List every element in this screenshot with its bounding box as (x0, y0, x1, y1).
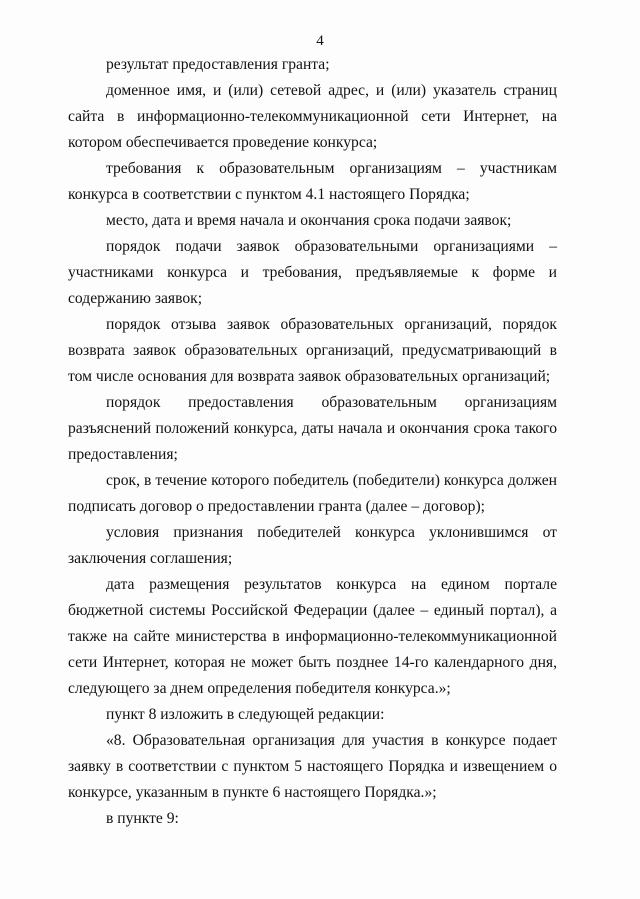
paragraph-results-publication: дата размещения результатов конкурса на едином портале бюджетной системы Российской Федерации (далее – единый портал), а также на сайте министерства в информационно-телекоммуникационной сети Интернет, которая не может быть позднее 14-го календарного дня, следующего за днем определения победителя конкурса.»; (68, 576, 557, 697)
paragraph-grant-result: результат предоставления гранта; (106, 56, 330, 73)
document-body (68, 52, 557, 832)
page-number: 4 (316, 33, 324, 49)
paragraph-item-9-intro: в пункте 9: (106, 810, 179, 827)
paragraph-item-8-intro: пункт 8 изложить в следующей редакции: (106, 706, 385, 723)
paragraph-submission-order: порядок подачи заявок образовательными организациями – участниками конкурса и требования, предъявляемые к форме и содержанию заявок; (68, 238, 557, 307)
paragraph-place-date-time: место, дата и время начала и окончания срока подачи заявок; (106, 212, 512, 229)
paragraph-contract-deadline: срок, в течение которого победитель (победители) конкурса должен подписать договор о предоставлении гранта (далее – договор); (68, 472, 557, 515)
paragraph-withdrawal-order: порядок отзыва заявок образовательных организаций, порядок возврата заявок образовательных организаций, предусматривающий в том числе основания для возврата заявок образовательных организаций; (68, 316, 557, 385)
paragraph-clarification-order: порядок предоставления образовательным организациям разъяснений положений конкурса, даты начала и окончания срока такого предоставления; (68, 394, 557, 463)
paragraph-evasion-conditions: условия признания победителей конкурса уклонившимся от заключения соглашения; (68, 524, 557, 567)
paragraph-requirements: требования к образовательным организациям – участникам конкурса в соответствии с пунктом 4.1 настоящего Порядка; (68, 160, 557, 203)
paragraph-domain-name: доменное имя, и (или) сетевой адрес, и (или) указатель страниц сайта в информационно-телекоммуникационной сети Интернет, на котором обеспечивается проведение конкурса; (68, 82, 557, 151)
paragraph-item-8-text: «8. Образовательная организация для участия в конкурсе подает заявку в соответствии с пунктом 5 настоящего Порядка и извещением о конкурсе, указанным в пункте 6 настоящего Порядка.»; (68, 732, 557, 801)
